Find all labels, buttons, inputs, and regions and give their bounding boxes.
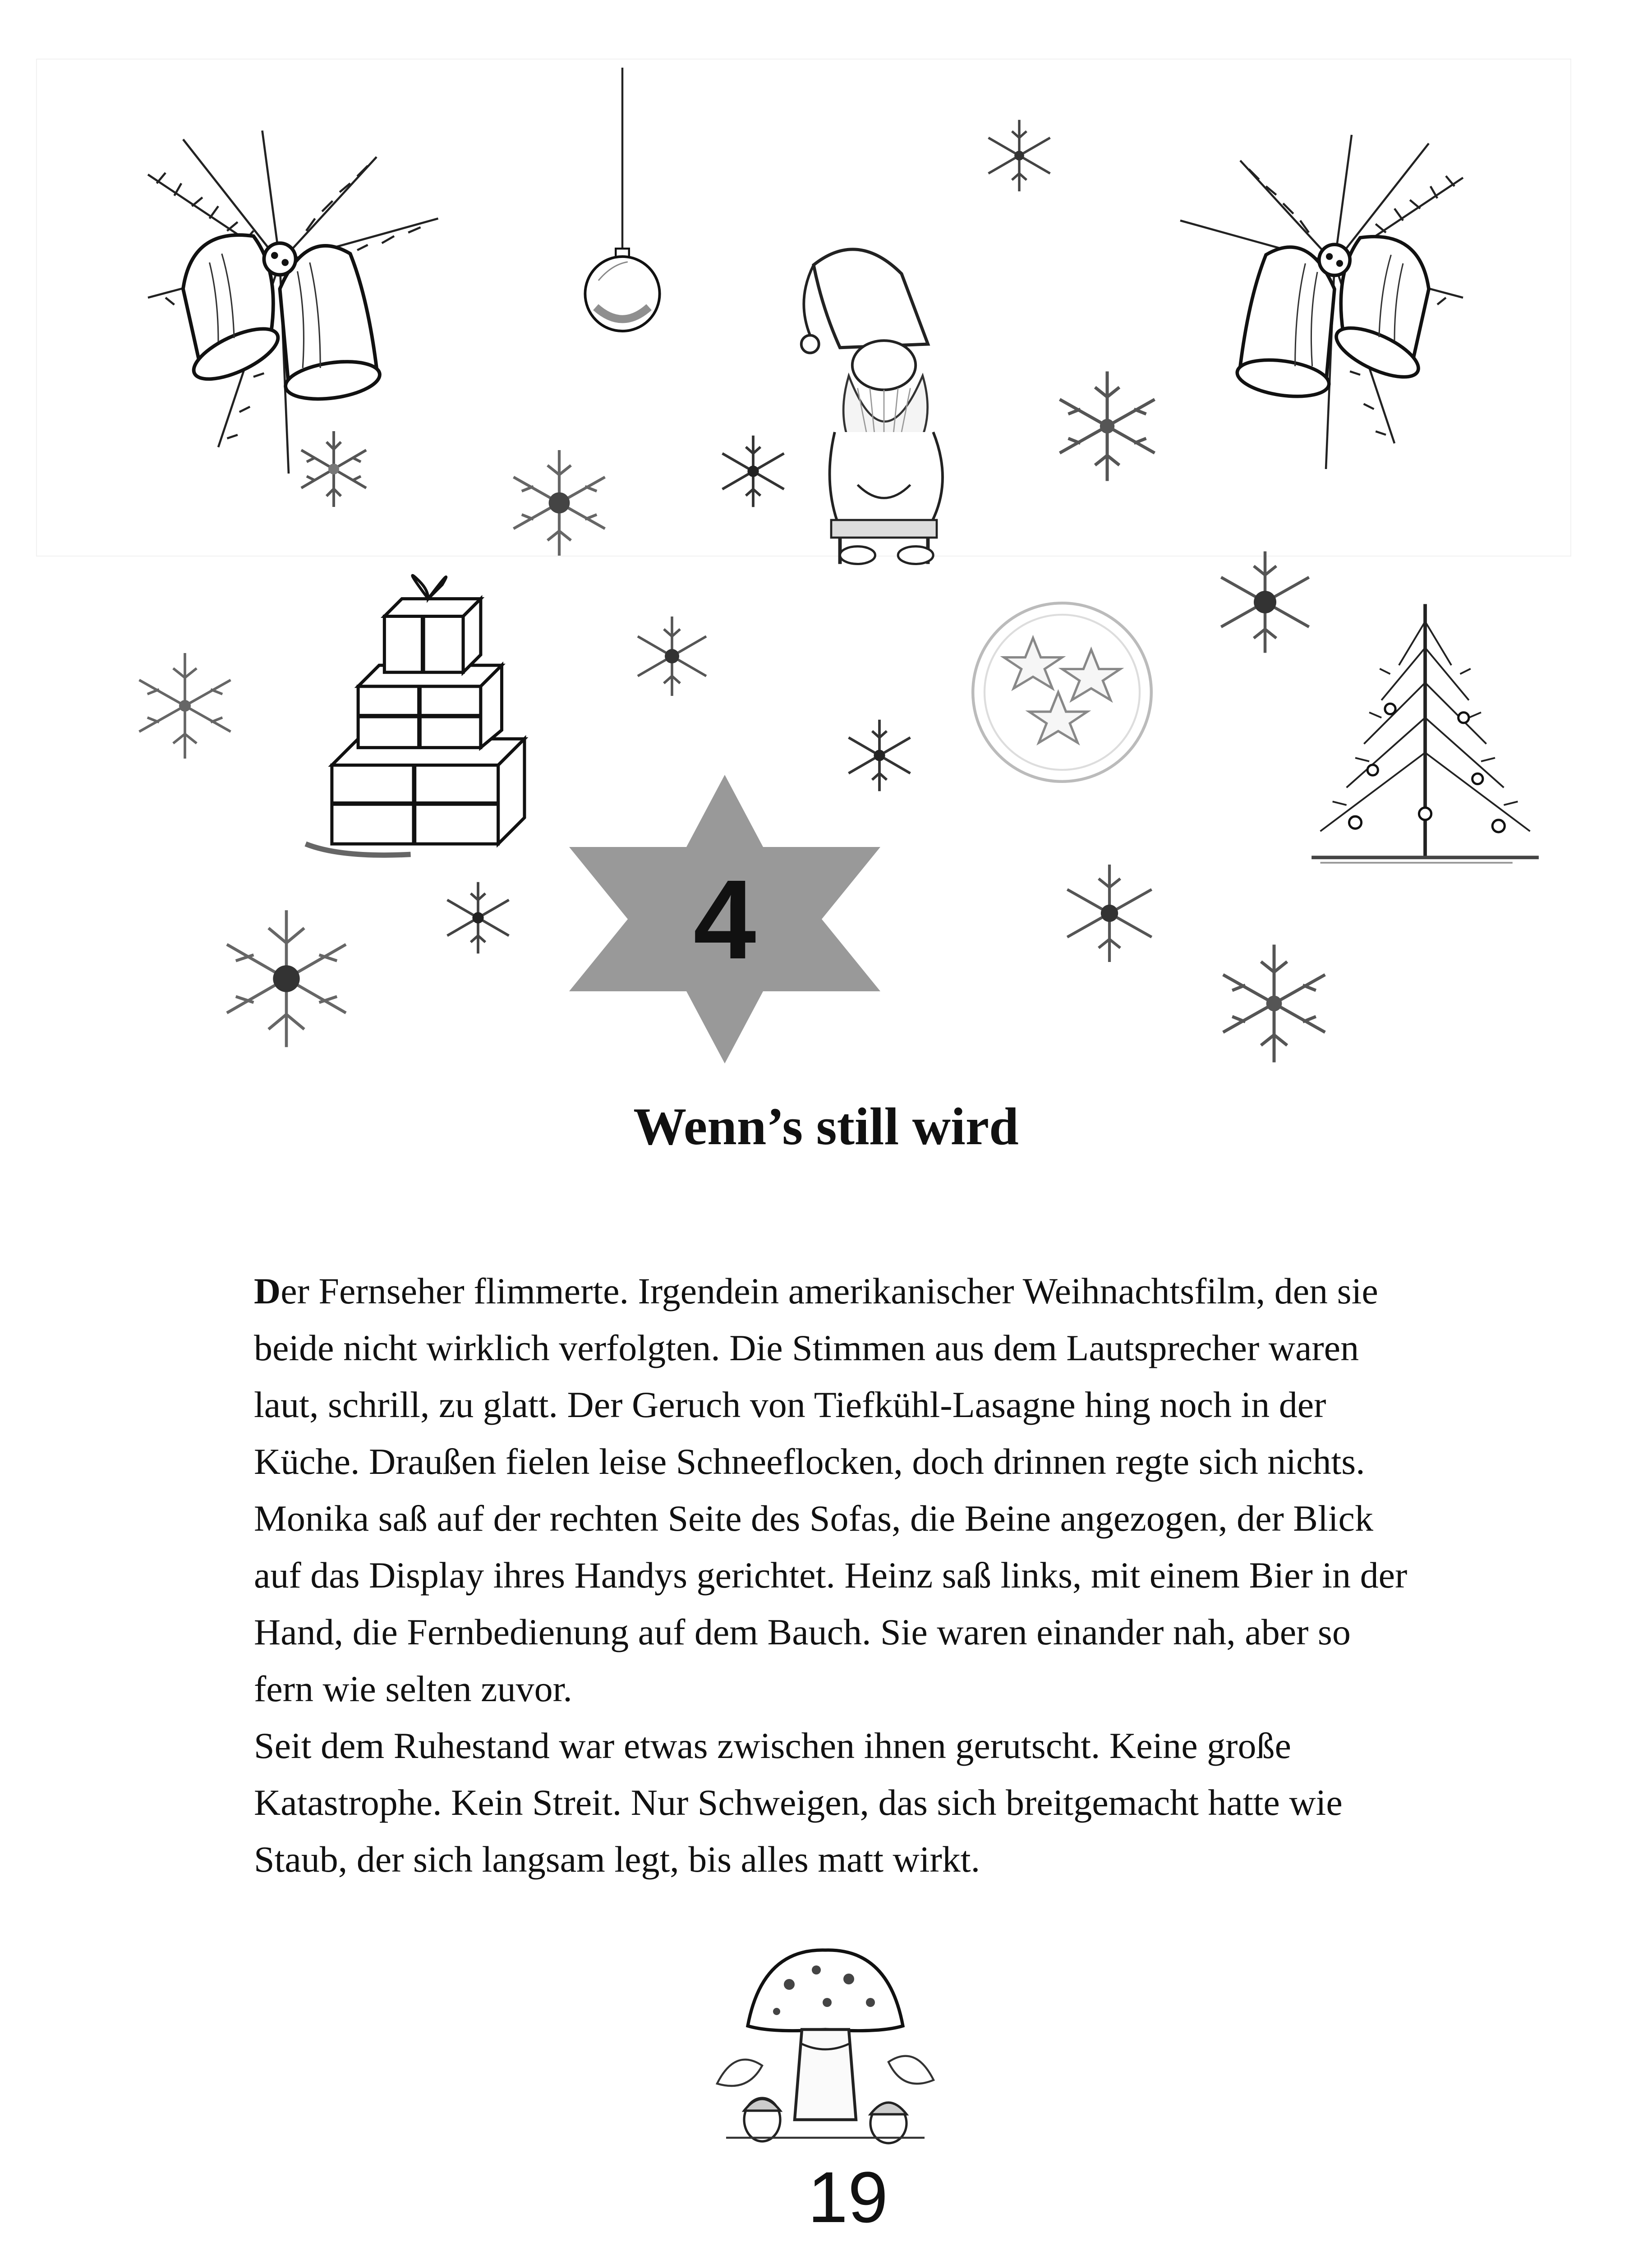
snowflake-icon bbox=[126, 640, 244, 771]
bells-with-pine-icon bbox=[1155, 126, 1497, 469]
story-text bbox=[254, 1263, 1408, 1888]
christmas-tree-icon bbox=[1299, 595, 1551, 875]
snowflake-icon bbox=[1209, 541, 1321, 663]
snowflake-icon bbox=[437, 875, 519, 961]
story-paragraph: Der Fernseher flimmerte. Irgendein amerikanischer Weihnachtsfilm, den sie beide nicht wirklich verfolgten. Die Stimmen aus dem Lautsprecher waren laut, schrill, zu glatt. Der Geruch von Tiefkühl-Lasagne hing noch in der Küche. Draußen fielen leise Schneeflocken, doch drinnen regte sich nichts. bbox=[254, 1270, 1378, 1482]
snowflake-icon bbox=[627, 609, 717, 704]
snowflake-icon bbox=[713, 428, 794, 514]
snowflake-icon bbox=[1055, 857, 1164, 970]
snowflake-icon bbox=[979, 113, 1060, 198]
snowflake-icon bbox=[501, 437, 618, 568]
bells-with-pine-icon bbox=[113, 122, 465, 474]
day-number: 4 bbox=[693, 856, 756, 982]
snowflake-icon bbox=[1046, 361, 1168, 492]
mushroom-acorns-icon bbox=[708, 1939, 943, 2165]
day-star-badge bbox=[569, 775, 880, 1063]
story-paragraph: Monika saß auf der rechten Seite des Sofas, die Beine angezogen, der Blick auf das Display ihres Handys gerichtet. Heinz saß links, mit einem Bier in der Hand, die Fernbedienung auf dem Bauch. Sie waren einander nah, aber so fern wie selten zuvor. bbox=[254, 1498, 1408, 1709]
page-number: 19 bbox=[808, 2157, 888, 2237]
gnome-icon bbox=[758, 221, 1010, 573]
snowflake-icon bbox=[212, 897, 361, 1060]
drop-cap: D bbox=[254, 1270, 281, 1312]
cookie-plate-icon bbox=[965, 595, 1159, 789]
snowflake-icon bbox=[1209, 934, 1339, 1073]
gift-stack-icon bbox=[302, 564, 537, 861]
story-paragraph: Seit dem Ruhestand war etwas zwischen ihnen gerutscht. Keine große Katastrophe. Kein Streit. Nur Schweigen, das sich breitgemacht hatte wie Staub, der sich langsam legt, bis alles matt wirkt. bbox=[254, 1725, 1343, 1880]
snowflake-icon bbox=[289, 424, 379, 514]
chapter-title: Wenn’s still wird bbox=[633, 1097, 1019, 1156]
ornament-ball-icon bbox=[568, 68, 676, 334]
